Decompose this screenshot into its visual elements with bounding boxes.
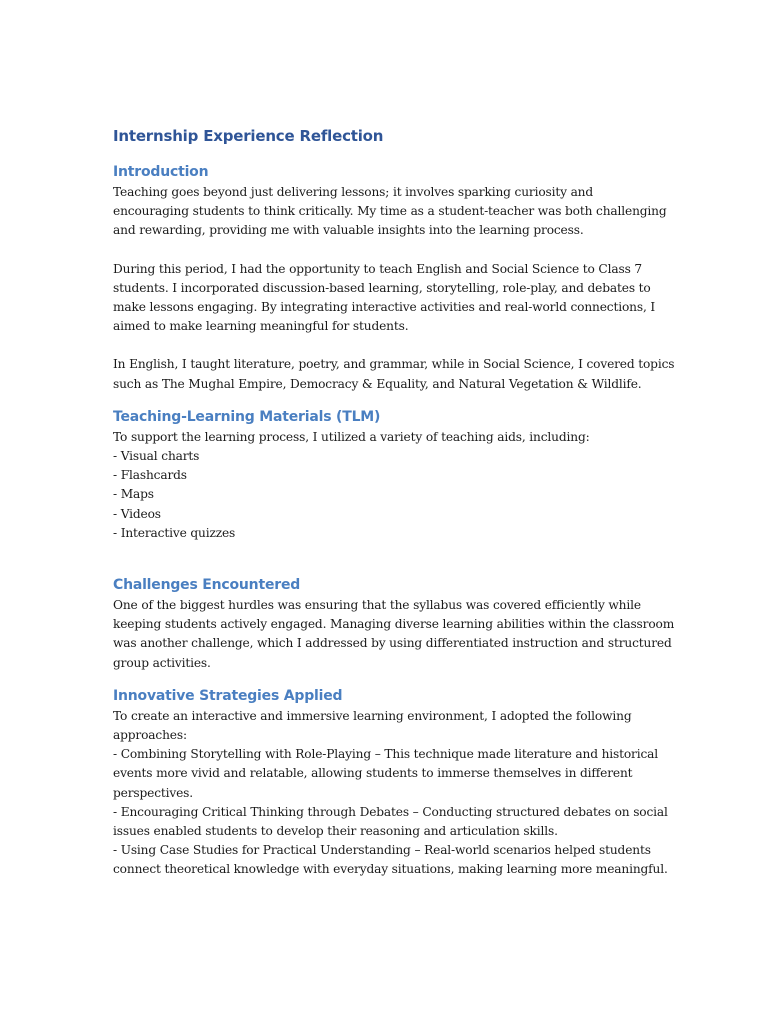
- text-line: To create an interactive and immersive learning environment, I adopted the following: [113, 708, 632, 723]
- text-line: and rewarding, providing me with valuable insights into the learning process.: [113, 223, 584, 238]
- text-line: issues enabled students to develop their reasoning and articulation skills.: [113, 824, 558, 839]
- text-line: group activities.: [113, 655, 211, 670]
- text-line: keeping students actively engaged. Managing diverse learning abilities within the classroom: [113, 617, 675, 632]
- text-line: encouraging students to think critically. My time as a student-teacher was both challenging: [113, 204, 667, 219]
- section-heading-introduction: Introduction: [113, 164, 209, 180]
- text-line: perspectives.: [113, 785, 194, 800]
- paragraph: [113, 707, 668, 880]
- document-title: Internship Experience Reflection: [113, 127, 384, 145]
- text-line: connect theoretical knowledge with everyday situations, making learning more meaningful.: [113, 862, 668, 877]
- text-line: During this period, I had the opportunity to teach English and Social Science to Class 7: [113, 261, 643, 276]
- paragraph: [113, 183, 667, 241]
- list-item: - Using Case Studies for Practical Understanding – Real-world scenarios helped students: [113, 843, 651, 858]
- text-line: was another challenge, which I addressed by using differentiated instruction and structured: [113, 636, 672, 651]
- list-item: - Visual charts: [113, 449, 200, 464]
- text-line: approaches:: [113, 728, 187, 743]
- list-item: - Encouraging Critical Thinking through Debates – Conducting structured debates on social: [113, 804, 668, 819]
- document-body: [113, 124, 675, 880]
- text-line: such as The Mughal Empire, Democracy & Equality, and Natural Vegetation & Wildlife.: [113, 376, 642, 391]
- paragraph: [113, 355, 675, 393]
- text-line: make lessons engaging. By integrating interactive activities and real-world connections, I: [113, 300, 656, 315]
- paragraph: [113, 428, 658, 543]
- text-line: To support the learning process, I utilized a variety of teaching aids, including:: [113, 429, 590, 444]
- list-item: - Maps: [113, 487, 154, 502]
- text-line: Teaching goes beyond just delivering lessons; it involves sparking curiosity and: [113, 185, 594, 199]
- section-heading-challenges: Challenges Encountered: [113, 577, 301, 594]
- text-line: aimed to make learning meaningful for students.: [113, 319, 409, 334]
- list-item: - Interactive quizzes: [113, 525, 236, 540]
- list-item: - Videos: [113, 506, 161, 521]
- paragraph: [113, 260, 658, 337]
- text-line: In English, I taught literature, poetry, and grammar, while in Social Science, I covered topics: [113, 357, 675, 372]
- list-item: - Flashcards: [113, 468, 187, 483]
- text-line: events more vivid and relatable, allowing students to immerse themselves in different: [113, 766, 633, 781]
- text-line: students. I incorporated discussion-based learning, storytelling, role-play, and debates to: [113, 280, 651, 295]
- text-line: One of the biggest hurdles was ensuring that the syllabus was covered efficiently while: [113, 598, 641, 613]
- section-heading-strategies: Innovative Strategies Applied: [113, 687, 343, 704]
- paragraph: [113, 596, 675, 673]
- list-item: - Combining Storytelling with Role-Playing – This technique made literature and historical: [113, 747, 659, 762]
- section-heading-tlm: Teaching-Learning Materials (TLM): [113, 408, 381, 425]
